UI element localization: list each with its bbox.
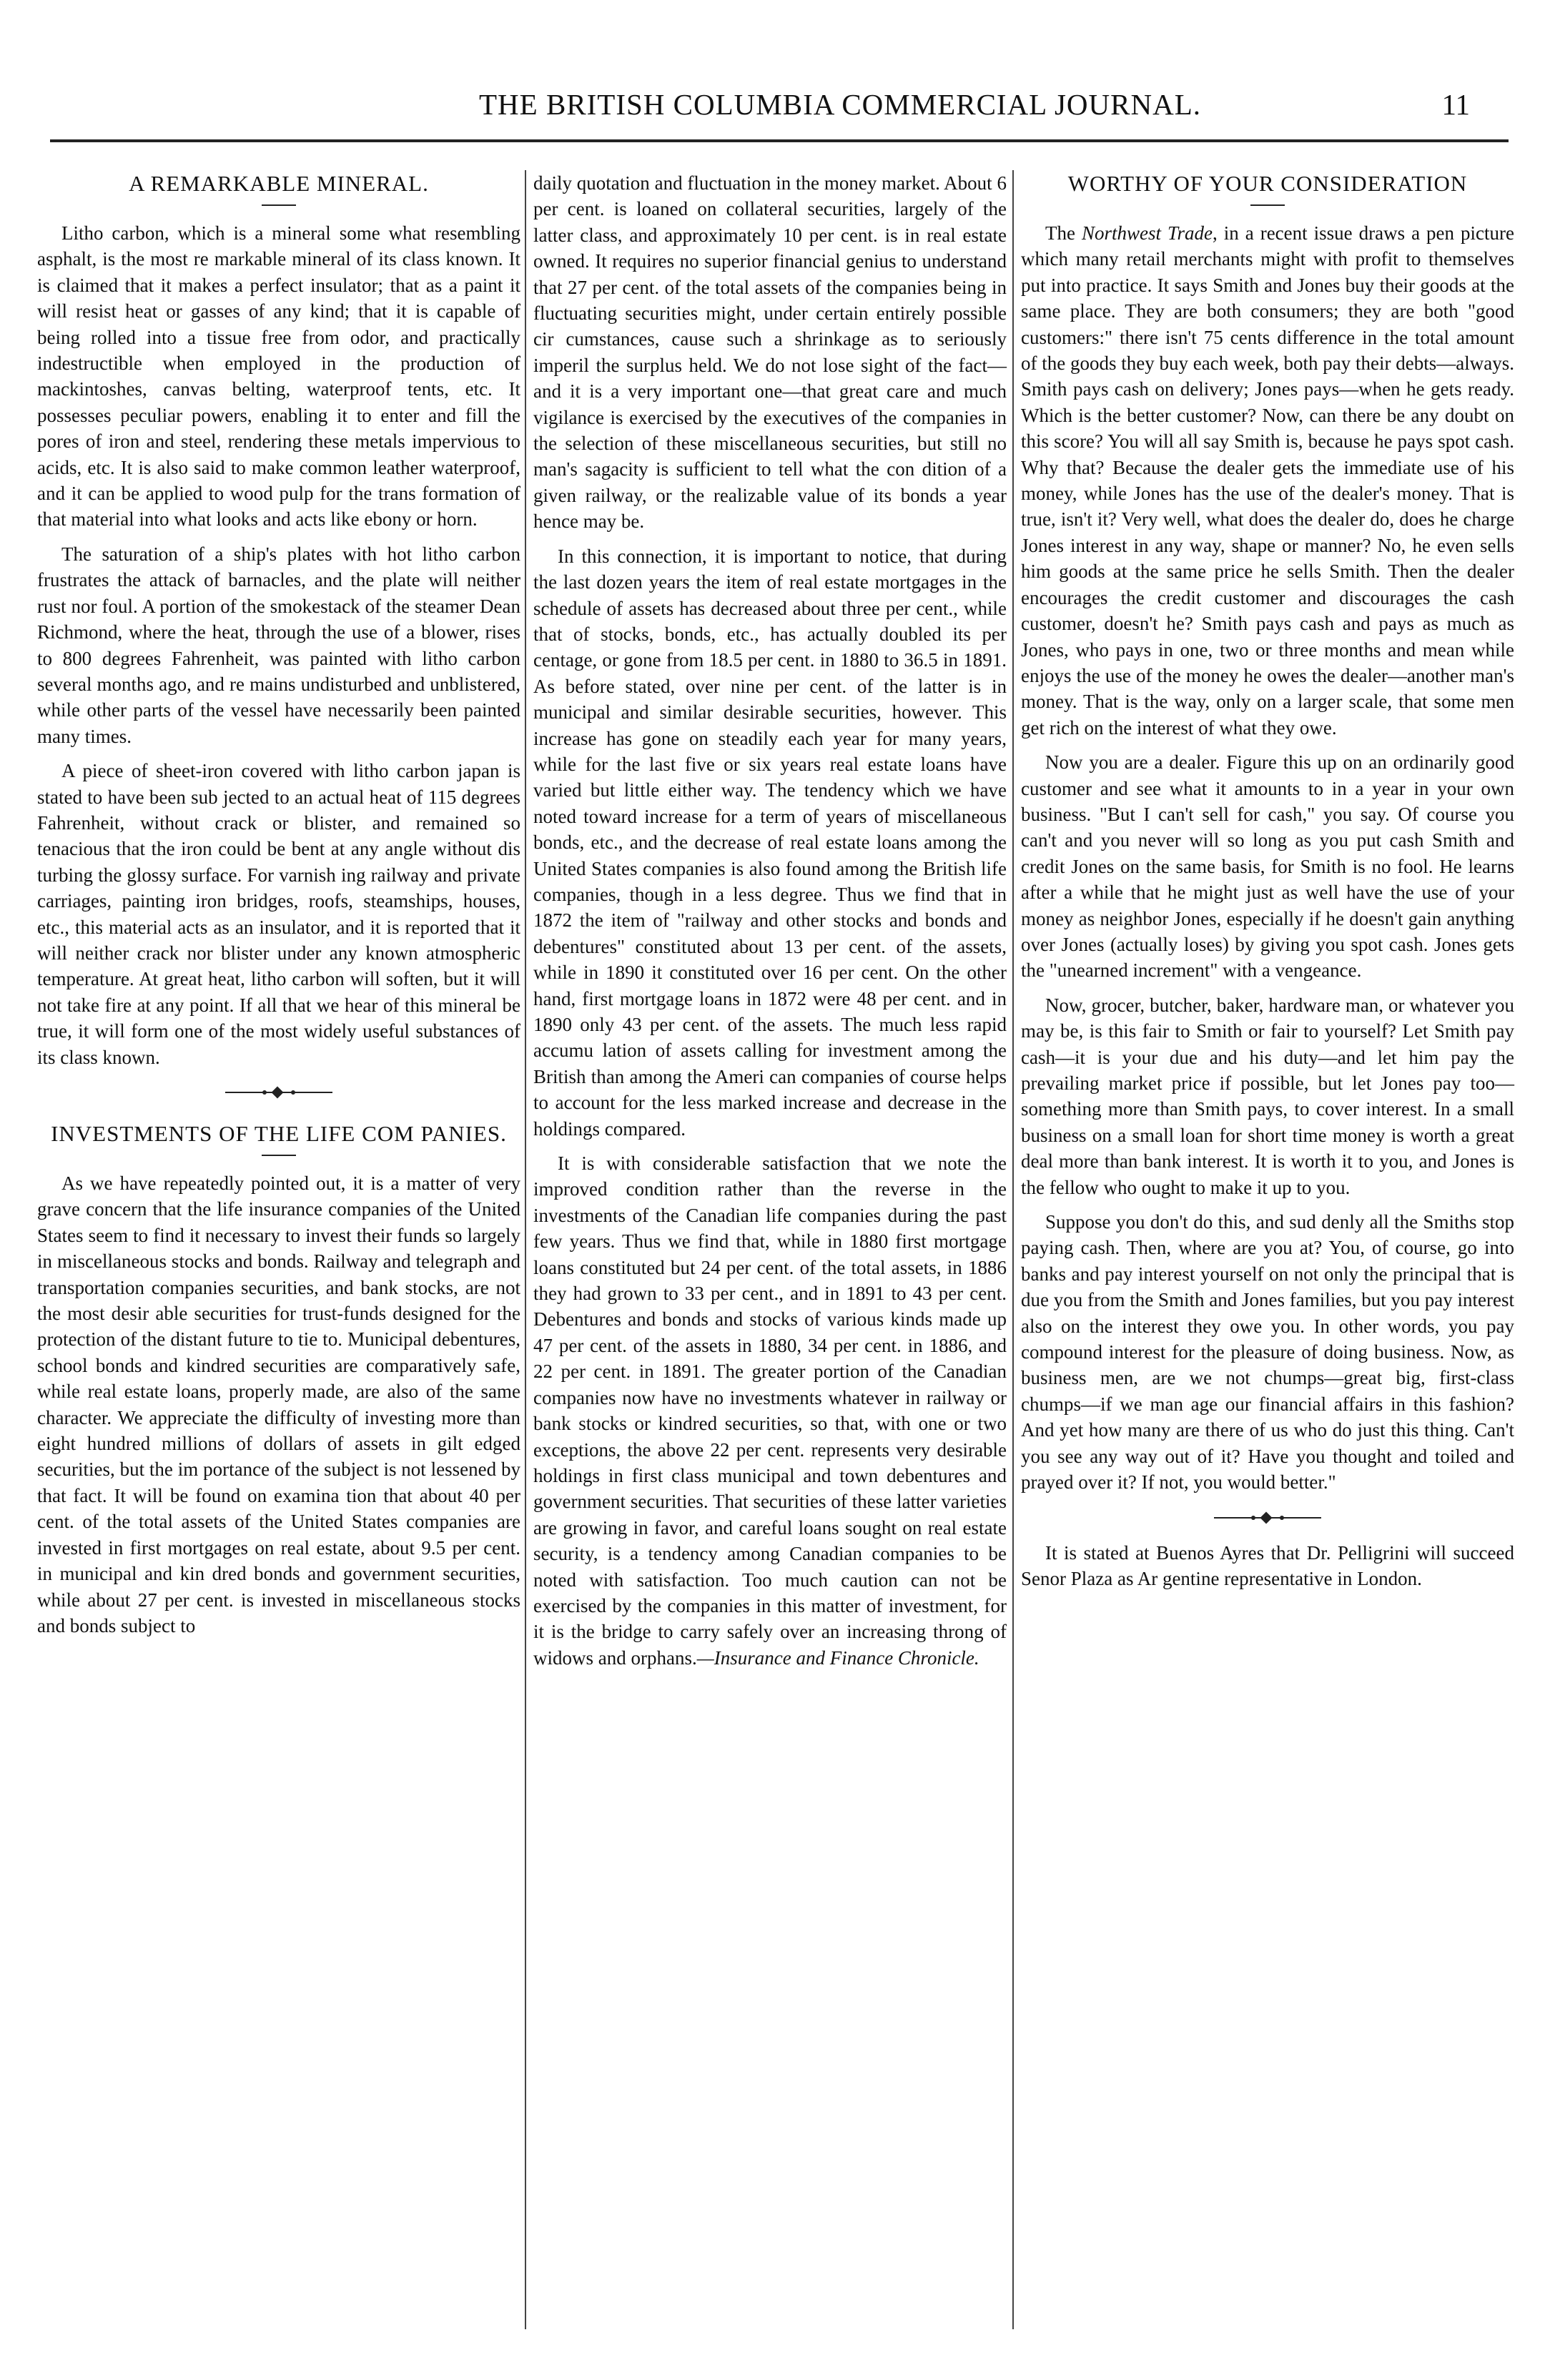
column-left [37, 170, 520, 1647]
column-divider-right [1012, 170, 1014, 2329]
article-paragraph: Now you are a dealer. Figure this up on an ordinarily good customer and see what it amounts to in a year in your own business. "But I can't sell for cash," you say. Of course you can't and you never will so long as you put cash Smith and credit Jones on the same basis, for Smith is no fool. He learns after a while that he might just as well have the use of your money as neighbor Jones, especially if he doesn't gain anything over Jones (actually loses) by giving you spot cash. Jones gets the "unearned increment" with a vengeance. [1021, 751, 1514, 982]
intro-text: The [1045, 222, 1082, 244]
column-divider-left [525, 170, 526, 2329]
article-paragraph: Suppose you don't do this, and sud denly all the Smiths stop paying cash. Then, where are you at? You, of course, go into banks and pay interest yourself on not only the principal that is due you from the Smith and Jones families, but you pay interest also on the interest they owe you. In other words, you pay compound interest for the pleasure of doing business. Now, as business men, are we not chumps—great big, first-class chumps—if we man age our financial affairs in this fashion? And yet how many are there of us who do just this thing. Can't you see any way out of it? Have you thought and toiled and prayed over it? If not, you would better." [1021, 1211, 1514, 1493]
article-paragraph: A piece of sheet-iron covered with litho carbon japan is stated to have been sub jected to an actual heat of 115 degrees Fahrenheit, without crack or blister, and remained so tenacious that the iron could be bent at any angle without dis turbing the glossy surface. For varnish ing railway and private carriages, painting iron bridges, roofs, steamships, houses, etc., this material acts as an insulator, and it is reported that it will neither crack nor blister under any known atmospheric temperature. At great heat, litho carbon will soften, but it will not take fire at any point. If all that we hear of this mineral be true, it will form one of the most widely useful substances of its class known. [37, 760, 520, 1068]
article-paragraph: It is stated at Buenos Ayres that Dr. Pelligrini will succeed Senor Plaza as Ar gentine representative in London. [1021, 1541, 1514, 1589]
title-dash [262, 204, 296, 206]
article-paragraph-text: It is with considerable satisfaction that we note the improved condition rather than the reverse in the investments of the Canadian life companies during the past few years. Thus we find that, while in 1880 first mortgage loans constituted but 24 per cent. of the total assets, in 1886 they had grown to 33 per cent., and in 1891 to 43 per cent. Debentures and bonds and stocks of various kinds made up 47 per cent. of the assets in 1880, 34 per cent. in 1886, and 22 per cent. in 1891. The greater portion of the Canadian companies now have no investments whatever in railway or bank stocks or kindred securities, so that, with one or two exceptions, the above 22 per cent. represents very desirable holdings in first class municipal and town debentures and government securities. That securities of these latter varieties are growing in favor, and careful loans sought on real estate security, is a tendency among Canadian companies to be noted with satisfaction. Too much caution can not be exercised by the companies in this matter of investment, for it is the bridge to carry safely over an increasing throng of widows and orphans. [533, 1152, 1007, 1669]
article-paragraph [1021, 220, 1514, 741]
article-title-worthy: WORTHY OF YOUR CONSIDERATION [1067, 171, 1468, 196]
section-ornament [1214, 1514, 1321, 1521]
article-paragraph [533, 1150, 1007, 1671]
page-header [122, 87, 1501, 130]
article-paragraph: As we have repeatedly pointed out, it is a matter of very grave concern that the life insurance companies of the United States seem to find it necessary to invest their funds so largely in miscellaneous stocks and bonds. Railway and telegraph and transportation companies securities, and bank stocks, are not the most desir able securities for trust-funds designed for the protection of the distant future to tie to. Municipal debentures, school bonds and kindred securities are comparatively safe, while real estate loans, properly made, are also of the same character. We appreciate the difficulty of investing more than eight hundred millions of dollars of assets in gilt edged securities, but the im portance of the subject is not lessened by that fact. It will be found on examina tion that about 40 per cent. of the total assets of the United States companies are invested in first mortgages on real estate, about 9.5 per cent. in municipal and kin dred bonds and government securities, while about 27 per cent. is invested in miscellaneous stocks and bonds subject to [37, 1172, 520, 1636]
section-ornament [225, 1089, 332, 1096]
column-middle [533, 170, 1007, 1679]
article-title-investments: INVESTMENTS OF THE LIFE COM PANIES. [51, 1121, 507, 1146]
header-rule [50, 139, 1509, 142]
column-right [1021, 170, 1514, 1600]
article-paragraph: Litho carbon, which is a mineral some what resembling asphalt, is the most re markable mineral of its class known. It is claimed that it makes a perfect insulator; that as a paint it will resist heat or gasses of any kind; that it is capable of being rolled into a tissue free from odor, and practically indestructible when employed in the production of mackintoshes, canvas belting, waterproof tents, etc. It possesses peculiar powers, enabling it to enter and fill the pores of iron and steel, rendering these metals impervious to acids, etc. It is also said to make common leather waterproof, and it can be applied to wood pulp for the trans formation of that material into what looks and acts like ebony or horn. [37, 222, 520, 530]
journal-title: THE BRITISH COLUMBIA COMMERCIAL JOURNAL. [479, 88, 1201, 121]
title-dash [262, 1155, 296, 1156]
paragraph-text: , in a recent issue draws a pen picture which many retail merchants might with profit to themselves put into practice. It says Smith and Jones buy their goods at the same place. They are both consumers; they are both "good customers:" there isn't 75 cents difference in the total amount of the goods they buy each week, both pay their debts—always. Smith pays cash on delivery; Jones pays—when he gets ready. Which is the better customer? Now, can there be any doubt on this score? You will all say Smith is, because he pays spot cash. Why that? Because the dealer gets the immediate use of his money, while Jones has the use of the dealer's money. That is true, isn't it? Very well, what does the dealer do, does he charge Jones interest in any way, shape or manner? No, he even sells him goods at the same price he sells Smith. Then the dealer encourages the credit customer and discourages the cash customer, doesn't he? Smith pays cash and pays as much as Jones, who pays in one, two or three months and mean while enjoys the use of the money he owes the dealer—another man's money. That is the way, only on a larger scale, that some men get rich on the interest of what they owe. [1021, 222, 1514, 739]
page-number: 11 [1441, 88, 1470, 121]
article-paragraph: Now, grocer, butcher, baker, hardware man, or whatever you may be, is this fair to Smith or fair to yourself? Let Smith pay cash—it is your due and his duty—and let him pay the prevailing market price if possible, but let Jones pay too—something more than Smith pays, to cover interest. In a small business on a small loan for short time money is worth a great deal more than bank interest. It is worth it to you, and Jones is the fellow who ought to make it up to you. [1021, 994, 1514, 1198]
article-title-remarkable-mineral: A REMARKABLE MINERAL. [129, 171, 429, 196]
article-paragraph: In this connection, it is important to notice, that during the last dozen years the item of real estate mortgages in the schedule of assets has decreased about three per cent., while that of stocks, bonds, etc., has actually doubled its per centage, or gone from 18.5 per cent. in 1880 to 36.5 in 1891. As before stated, over nine per cent. of the latter is in municipal and similar desirable securities, however. This increase has gone on steadily each year for many years, while for the last five or six years real estate loans have varied but little either way. The tendency which we have noted toward increase for a term of years of miscellaneous bonds, etc., and the decrease of real estate loans among the United States companies is also found among the British life companies, though in a less degree. Thus we find that in 1872 the item of "railway and other stocks and bonds and debentures" constituted about 13 per cent. of the assets, while in 1890 it constituted over 16 per cent. On the other hand, first mortgage loans in 1872 were 48 per cent. and in 1890 only 43 per cent. of the assets. The much less rapid accumu lation of assets calling for investment among the British than among the Ameri can companies of course helps to account for the less marked increase and decrease in the holdings compared. [533, 545, 1007, 1140]
article-paragraph: The saturation of a ship's plates with hot litho carbon frustrates the attack of barnacles, and the plate will neither rust nor foul. A portion of the smokestack of the steamer Dean Richmond, where the heat, through the use of a blower, rises to 800 degrees Fahrenheit, was painted with litho carbon several months ago, and re mains undisturbed and unblistered, while other parts of the vessel have necessarily been painted many times. [37, 543, 520, 747]
title-dash [1250, 204, 1285, 206]
publication-name: Northwest Trade [1081, 222, 1213, 244]
article-source: —Insurance and Finance Chronicle. [696, 1646, 979, 1669]
article-paragraph: daily quotation and fluctuation in the money market. About 6 per cent. is loaned on collateral securities, largely of the latter class, and approximately 10 per cent. is in real estate owned. It requires no superior financial genius to understand that 27 per cent. of the total assets of the companies being in fluctuating securities might, under certain entirely possible cir cumstances, cause such a shrinkage as to seriously imperil the surplus held. We do not lose sight of the fact—and it is a very important one—that great care and much vigilance is exercised by the executives of the companies in the selection of these miscellaneous securities, but still no man's sagacity is sufficient to tell what the con dition of a given railway, or the realizable value of its bonds a year hence may be. [533, 172, 1007, 533]
